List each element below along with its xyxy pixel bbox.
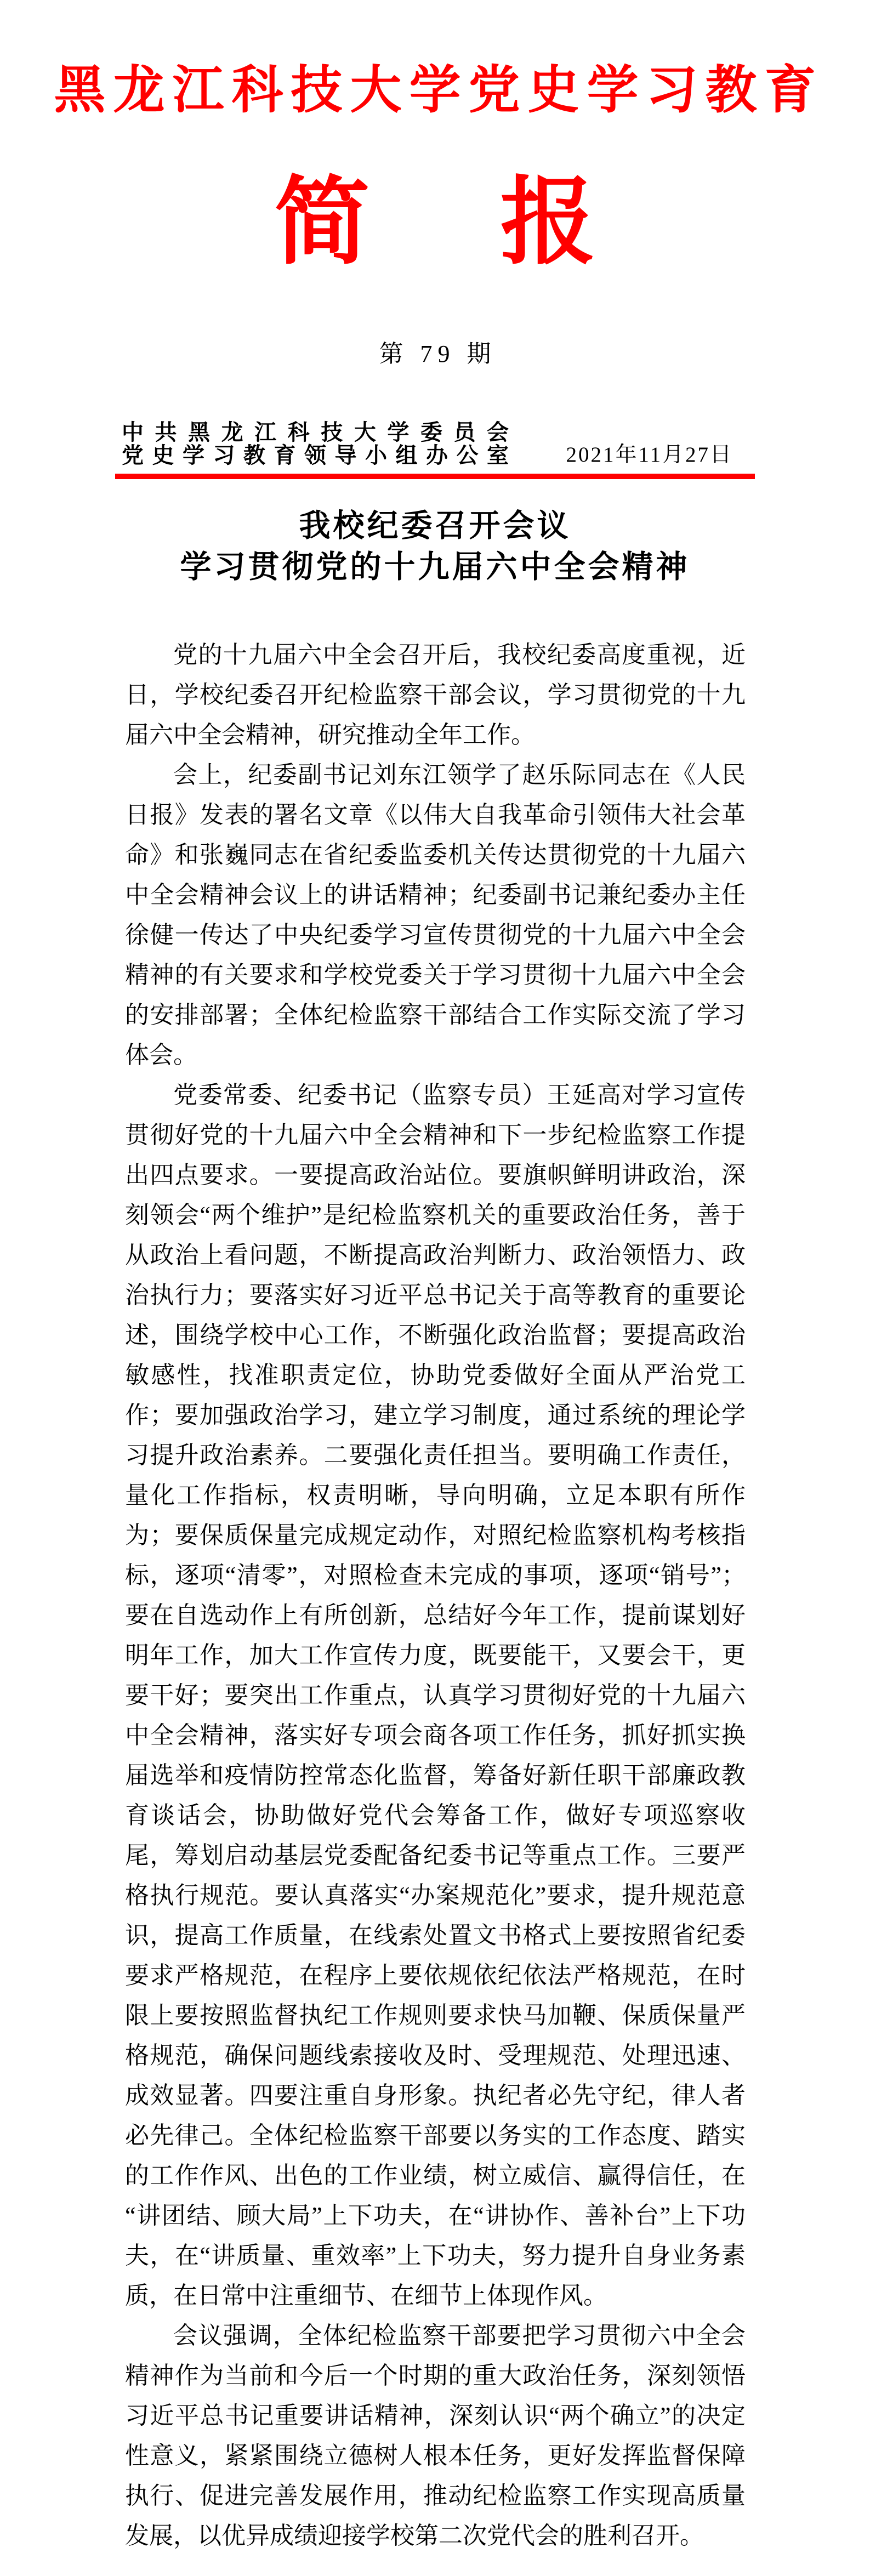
red-divider-rule	[115, 474, 755, 479]
body-paragraph: 会议强调，全体纪检监察干部要把学习贯彻六中全会精神作为当前和今后一个时期的重大政治任务，深刻领悟习近平总书记重要讲话精神，深刻认识“两个确立”的决定性意义，紧紧围绕立德树人根本任务，更好发挥监督保障执行、促进完善发展作用，推动纪检监察工作实现高质量发展，以优异成绩迎接学校第二次党代会的胜利召开。	[125, 2322, 746, 2549]
article-title-line2: 学习贯彻党的十九届六中全会精神	[180, 549, 690, 584]
bulletin-title-char: 简	[274, 168, 370, 275]
body-paragraph: 党的十九届六中全会召开后，我校纪委高度重视，近日，学校纪委召开纪检监察干部会议，学习贯彻党的十九届六中全会精神，研究推动全年工作。	[125, 641, 746, 748]
issuer-block	[122, 421, 509, 467]
issuer-line-office: 党史学习教育领导小组办公室	[122, 443, 509, 468]
issue-number: 第 79 期	[379, 340, 497, 367]
article-title-line1: 我校纪委召开会议	[299, 508, 571, 543]
masthead-org-title: 黑龙江科技大学党史学习教育	[54, 61, 824, 118]
body-paragraph: 党委常委、纪委书记（监察专员）王延高对学习宣传贯彻好党的十九届六中全会精神和下一步纪检监察工作提出四点要求。一要提高政治站位。要旗帜鲜明讲政治，深刻领会“两个维护”是纪检监察机关的重要政治任务，善于从政治上看问题，不断提高政治判断力、政治领悟力、政治执行力；要落实好习近平总书记关于高等教育的重要论述，围绕学校中心工作，不断强化政治监督；要提高政治敏感性，找准职责定位，协助党委做好全面从严治党工作；要加强政治学习，建立学习制度，通过系统的理论学习提升政治素养。二要强化责任担当。要明确工作责任，量化工作指标，权责明晰，导向明确，立足本职有所作为；要保质保量完成规定动作，对照纪检监察机构考核指标，逐项“清零”，对照检查未完成的事项，逐项“销号”；要在自选动作上有所创新，总结好今年工作，提前谋划好明年工作，加大工作宣传力度，既要能干，又要会干，更要干好；要突出工作重点，认真学习贯彻好党的十九届六中全会精神，落实好专项会商各项工作任务，抓好抓实换届选举和疫情防控常态化监督，筹备好新任职干部廉政教育谈话会，协助做好党代会筹备工作，做好专项巡察收尾，筹划启动基层党委配备纪委书记等重点工作。三要严格执行规范。要认真落实“办案规范化”要求，提升规范意识，提高工作质量，在线索处置文书格式上要按照省纪委要求严格规范，在程序上要依规依纪依法严格规范，在时限上要按照监督执纪工作规则要求快马加鞭、保质保量严格规范，确保问题线索接收及时、受理规范、处理迅速、成效显著。四要注重自身形象。执纪者必先守纪，律人者必先律己。全体纪检监察干部要以务实的工作态度、踏实的工作作风、出色的工作业绩，树立威信、赢得信任，在“讲团结、顾大局”上下功夫，在“讲协作、善补台”上下功夫，在“讲质量、重效率”上下功夫，努力提升自身业务素质，在日常中注重细节、在细节上体现作风。	[125, 1082, 746, 2309]
bulletin-title	[0, 168, 870, 275]
article-body	[125, 635, 746, 2556]
masthead-row	[0, 421, 870, 467]
issue-date: 2021年11月27日	[566, 443, 733, 467]
issuer-line-committee: 中共黑龙江科技大学委员会	[122, 420, 509, 445]
article-title	[0, 505, 870, 588]
bulletin-title-char: 报	[500, 168, 596, 275]
body-paragraph: 会上，纪委副书记刘东江领学了赵乐际同志在《人民日报》发表的署名文章《以伟大自我革命引领伟大社会革命》和张巍同志在省纪委监委机关传达贯彻党的十九届六中全会精神会议上的讲话精神；纪委副书记兼纪委办主任徐健一传达了中央纪委学习宣传贯彻党的十九届六中全会精神的有关要求和学校党委关于学习贯彻十九届六中全会的安排部署；全体纪检监察干部结合工作实际交流了学习体会。	[125, 761, 746, 1068]
